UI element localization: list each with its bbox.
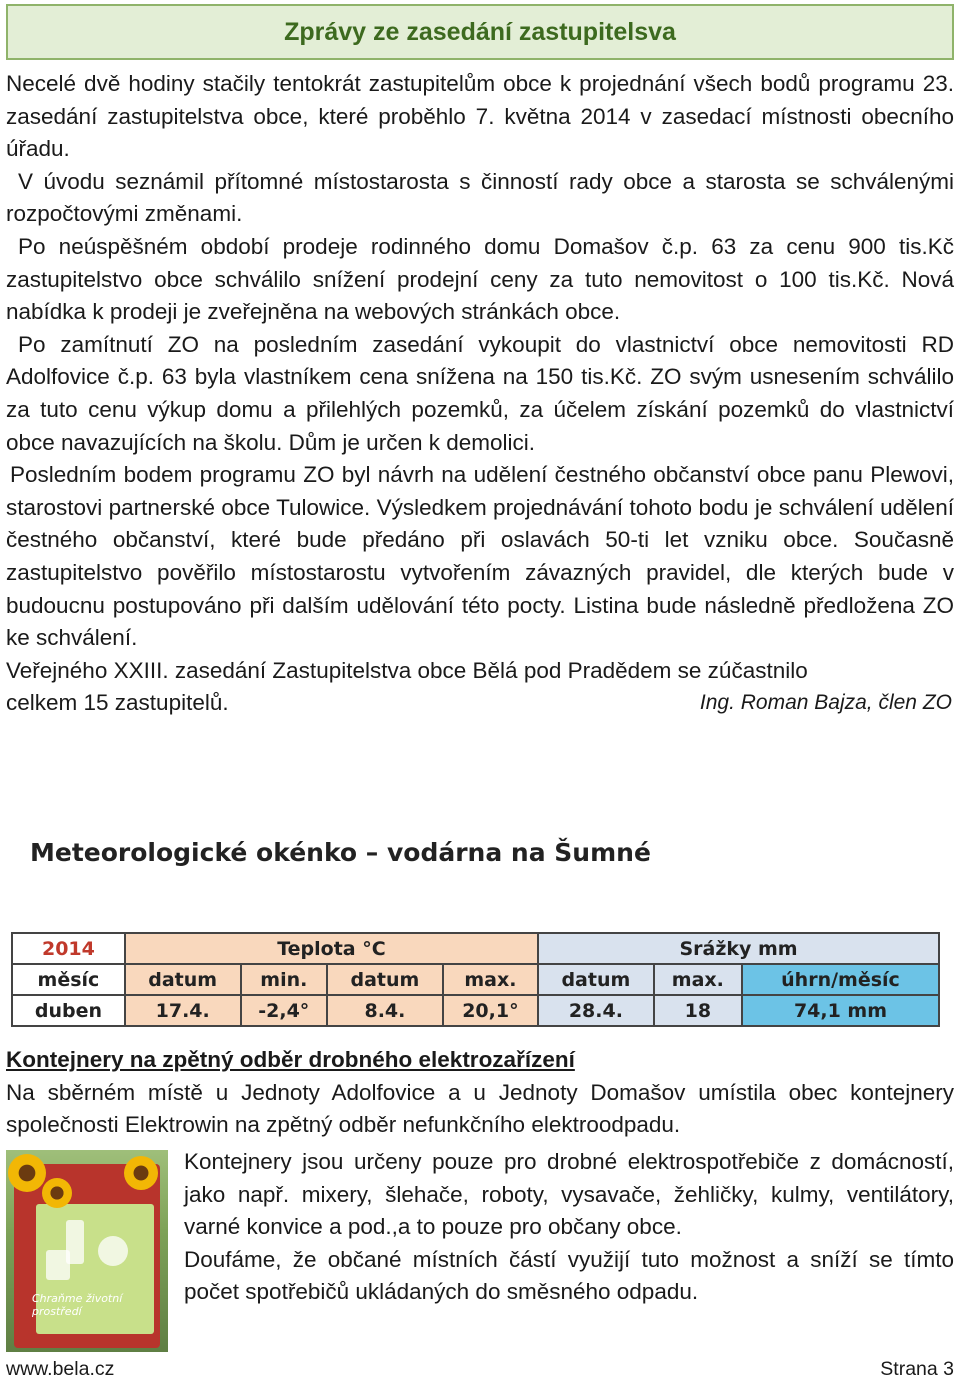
meteo-table — [11, 932, 940, 1027]
section-heading: Kontejnery na zpětný odběr drobného elektrozařízení — [6, 1047, 575, 1072]
paragraph: celkem 15 zastupitelů. — [6, 690, 229, 716]
paragraph: Po zamítnutí ZO na posledním zasedání vykoupit do vlastnictví obce nemovitosti RD Adolfovice č.p. 63 byla vlastníkem cena snížena na 150 tis.Kč. ZO svým usnesením schválilo za tuto cenu výkup domu a přilehlých pozemků, za účelem získání pozemků do vlastnictví obce navazujících na školu. Dům je určen k demolici. — [6, 331, 954, 455]
table-cell: 20,1° — [443, 995, 538, 1026]
article-body — [6, 68, 954, 720]
page-number: Strana 3 — [880, 1358, 954, 1380]
table-cell: duben — [12, 995, 125, 1026]
column-header: datum — [125, 964, 241, 995]
table-cell: -2,4° — [241, 995, 328, 1026]
iron-icon — [46, 1250, 70, 1280]
column-header: min. — [241, 964, 328, 995]
paragraph: V úvodu seznámil přítomné místostarosta s činností rady obce a starosta se schválenými rozpočtovými změnami. — [6, 168, 954, 227]
container-photo — [6, 1150, 168, 1352]
website-link[interactable]: www.bela.cz — [6, 1358, 115, 1380]
meteo-section-title: Meteorologické okénko – vodárna na Šumné — [30, 838, 651, 867]
sunflower-icon — [42, 1178, 72, 1208]
paragraph: Kontejnery jsou určeny pouze pro drobné elektrospotřebiče z domácností, jako např. mixery, šlehače, roboty, vysavače, žehličky, kulmy, ventilátory, varné konvice a pod.,a to pouze pro občany obce. — [184, 1149, 954, 1240]
column-header: max. — [443, 964, 538, 995]
paragraph: Na sběrném místě u Jednoty Adolfovice a u Jednoty Domašov umístila obec kontejnery společnosti Elektrowin na zpětný odběr nefunkčního elektroodpadu. — [6, 1079, 954, 1138]
closing-line — [6, 687, 954, 720]
table-row — [12, 933, 939, 964]
sunflower-icon — [8, 1154, 46, 1192]
containers-section — [6, 1044, 954, 1142]
paragraph: Posledním bodem programu ZO byl návrh na udělení čestného občanství obce panu Plewovi, starostovi partnerské obce Tulowice. Výsledkem projednávání tohoto bodu je schválení udělení čestného občanství, které bude předáno při oslavách 50-ti let vzniku obce. Současně zastupitelstvo pověřilo místostarostu vytvořením závazných pravidel, dle kterých bude v budoucnu postupováno při dalším udělování této pocty. Listina bude následně předložena ZO ke schválení. — [6, 462, 954, 651]
paragraph: Necelé dvě hodiny stačily tentokrát zastupitelům obce k projednání všech bodů programu 23. zasedání zastupitelstva obce, které proběhlo 7. května 2014 v zasedací místnosti obecního úřadu. — [6, 71, 954, 162]
column-header: max. — [654, 964, 742, 995]
precipitation-header: Srážky mm — [538, 933, 939, 964]
table-cell: 8.4. — [327, 995, 443, 1026]
paragraph: Veřejného XXIII. zasedání Zastupitelstva obce Bělá pod Pradědem se zúčastnilo — [6, 657, 808, 683]
column-header: úhrn/měsíc — [742, 964, 939, 995]
table-row — [12, 995, 939, 1026]
column-header: datum — [327, 964, 443, 995]
table-row — [12, 964, 939, 995]
table-cell: 28.4. — [538, 995, 654, 1026]
table-cell: 17.4. — [125, 995, 241, 1026]
article-title: Zprávy ze zasedání zastupitelsva — [284, 17, 676, 46]
temperature-header: Teplota °C — [125, 933, 538, 964]
paragraph: Po neúspěšném období prodeje rodinného domu Domašov č.p. 63 za cenu 900 tis.Kč zastupitelstvo obce schválilo snížení prodejní ceny za tuto nemovitost o 100 tis.Kč. Nová nabídka k prodeji je zveřejněna na webových stránkách obce. — [6, 233, 954, 325]
year-cell: 2014 — [12, 933, 125, 964]
column-header: měsíc — [12, 964, 125, 995]
kettle-icon — [98, 1236, 128, 1266]
article-header-box — [6, 4, 954, 60]
table-cell: 74,1 mm — [742, 995, 939, 1026]
page-footer — [6, 1358, 954, 1381]
paragraph: Doufáme, že občané místních částí využijí tuto možnost a sníží se tímto počet spotřebičů ukládaných do směsného odpadu. — [184, 1246, 954, 1305]
photo-caption: Chraňme životní prostředí — [32, 1292, 123, 1318]
author-signature: Ing. Roman Bajza, člen ZO — [699, 691, 952, 715]
column-header: datum — [538, 964, 654, 995]
containers-text — [184, 1146, 954, 1309]
table-cell: 18 — [654, 995, 742, 1026]
sunflower-icon — [124, 1156, 158, 1190]
recycling-container — [14, 1164, 160, 1348]
